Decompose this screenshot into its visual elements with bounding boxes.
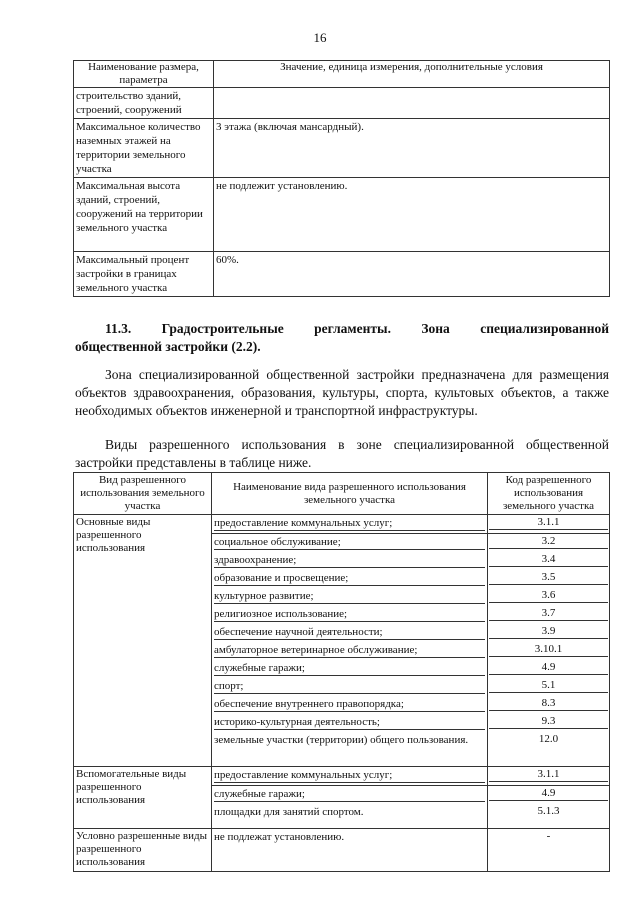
use-code: 8.3	[488, 696, 610, 714]
table-header-row	[74, 473, 610, 515]
heading-line-1: 11.3. Градостроительные регламенты. Зона специализированной	[105, 321, 609, 336]
paragraph-zone-purpose: Зона специализированной общественной застройки предназначена для размещения объектов здравоохранения, образования, культуры, спорта, культовых объектов, а также необходимых объектов инженерной и транспортной инфраструктуры.	[75, 367, 609, 418]
use-name: обеспечение научной деятельности;	[212, 624, 488, 642]
use-name: не подлежат установлению.	[212, 829, 488, 872]
table-header-row	[74, 61, 610, 88]
use-code: 3.4	[488, 552, 610, 570]
table-row	[74, 119, 610, 178]
use-name: обеспечение внутреннего правопорядка;	[212, 696, 488, 714]
header-use-name: Наименование вида разрешенного использования земельного участка	[212, 473, 488, 515]
parameters-table	[73, 60, 610, 297]
header-use-type: Вид разрешенного использования земельного участка	[74, 473, 212, 515]
use-name: предоставление коммунальных услуг;	[212, 767, 488, 786]
use-name: спорт;	[212, 678, 488, 696]
use-code: 3.9	[488, 624, 610, 642]
use-name: историко-культурная деятельность;	[212, 714, 488, 732]
use-code: 5.1	[488, 678, 610, 696]
use-name: служебные гаражи;	[212, 660, 488, 678]
use-name: служебные гаражи;	[212, 786, 488, 805]
use-type-main: Основные виды разрешенного использования	[74, 515, 212, 767]
use-code: 4.9	[488, 786, 610, 805]
table-row	[74, 829, 610, 872]
use-name: амбулаторное ветеринарное обслуживание;	[212, 642, 488, 660]
page-number: 16	[313, 30, 327, 45]
table-row	[74, 252, 610, 297]
use-name: земельные участки (территории) общего пользования.	[212, 732, 488, 767]
section-heading	[75, 320, 609, 356]
use-code: 3.10.1	[488, 642, 610, 660]
use-code: 3.7	[488, 606, 610, 624]
use-name: образование и просвещение;	[212, 570, 488, 588]
use-name: здравоохранение;	[212, 552, 488, 570]
header-value: Значение, единица измерения, дополнительные условия	[214, 61, 610, 88]
header-parameter: Наименование размера, параметра	[74, 61, 214, 88]
param-value: не подлежит установлению.	[214, 178, 610, 252]
use-type-conditional: Условно разрешенные виды разрешенного использования	[74, 829, 212, 872]
paragraph-uses-intro: Виды разрешенного использования в зоне специализированной общественной застройки представлены в таблице ниже.	[75, 437, 609, 470]
table-row	[74, 515, 610, 534]
use-name: предоставление коммунальных услуг;	[212, 515, 488, 534]
table-row	[74, 88, 610, 119]
use-code: 12.0	[488, 732, 610, 767]
param-value	[214, 88, 610, 119]
use-code: 5.1.3	[488, 804, 610, 829]
use-name: площадки для занятий спортом.	[212, 804, 488, 829]
use-code: 9.3	[488, 714, 610, 732]
use-code: -	[488, 829, 610, 872]
use-code: 3.1.1	[488, 767, 610, 786]
param-value: 60%.	[214, 252, 610, 297]
table-row	[74, 767, 610, 786]
use-code: 3.2	[488, 534, 610, 553]
permitted-uses-table	[73, 472, 610, 872]
param-name: Максимальная высота зданий, строений, сооружений на территории земельного участка	[74, 178, 214, 252]
header-use-code: Код разрешенного использования земельного участка	[488, 473, 610, 515]
use-code: 3.6	[488, 588, 610, 606]
heading-line-2: общественной застройки (2.2).	[75, 339, 261, 354]
use-name: культурное развитие;	[212, 588, 488, 606]
use-code: 3.5	[488, 570, 610, 588]
use-name: социальное обслуживание;	[212, 534, 488, 553]
use-code: 3.1.1	[488, 515, 610, 534]
param-name: Максимальный процент застройки в границах земельного участка	[74, 252, 214, 297]
use-code: 4.9	[488, 660, 610, 678]
param-name: Максимальное количество наземных этажей на территории земельного участка	[74, 119, 214, 178]
use-type-auxiliary: Вспомогательные виды разрешенного использования	[74, 767, 212, 829]
use-name: религиозное использование;	[212, 606, 488, 624]
param-name: строительство зданий, строений, сооружений	[74, 88, 214, 119]
param-value: 3 этажа (включая мансардный).	[214, 119, 610, 178]
table-row	[74, 178, 610, 252]
